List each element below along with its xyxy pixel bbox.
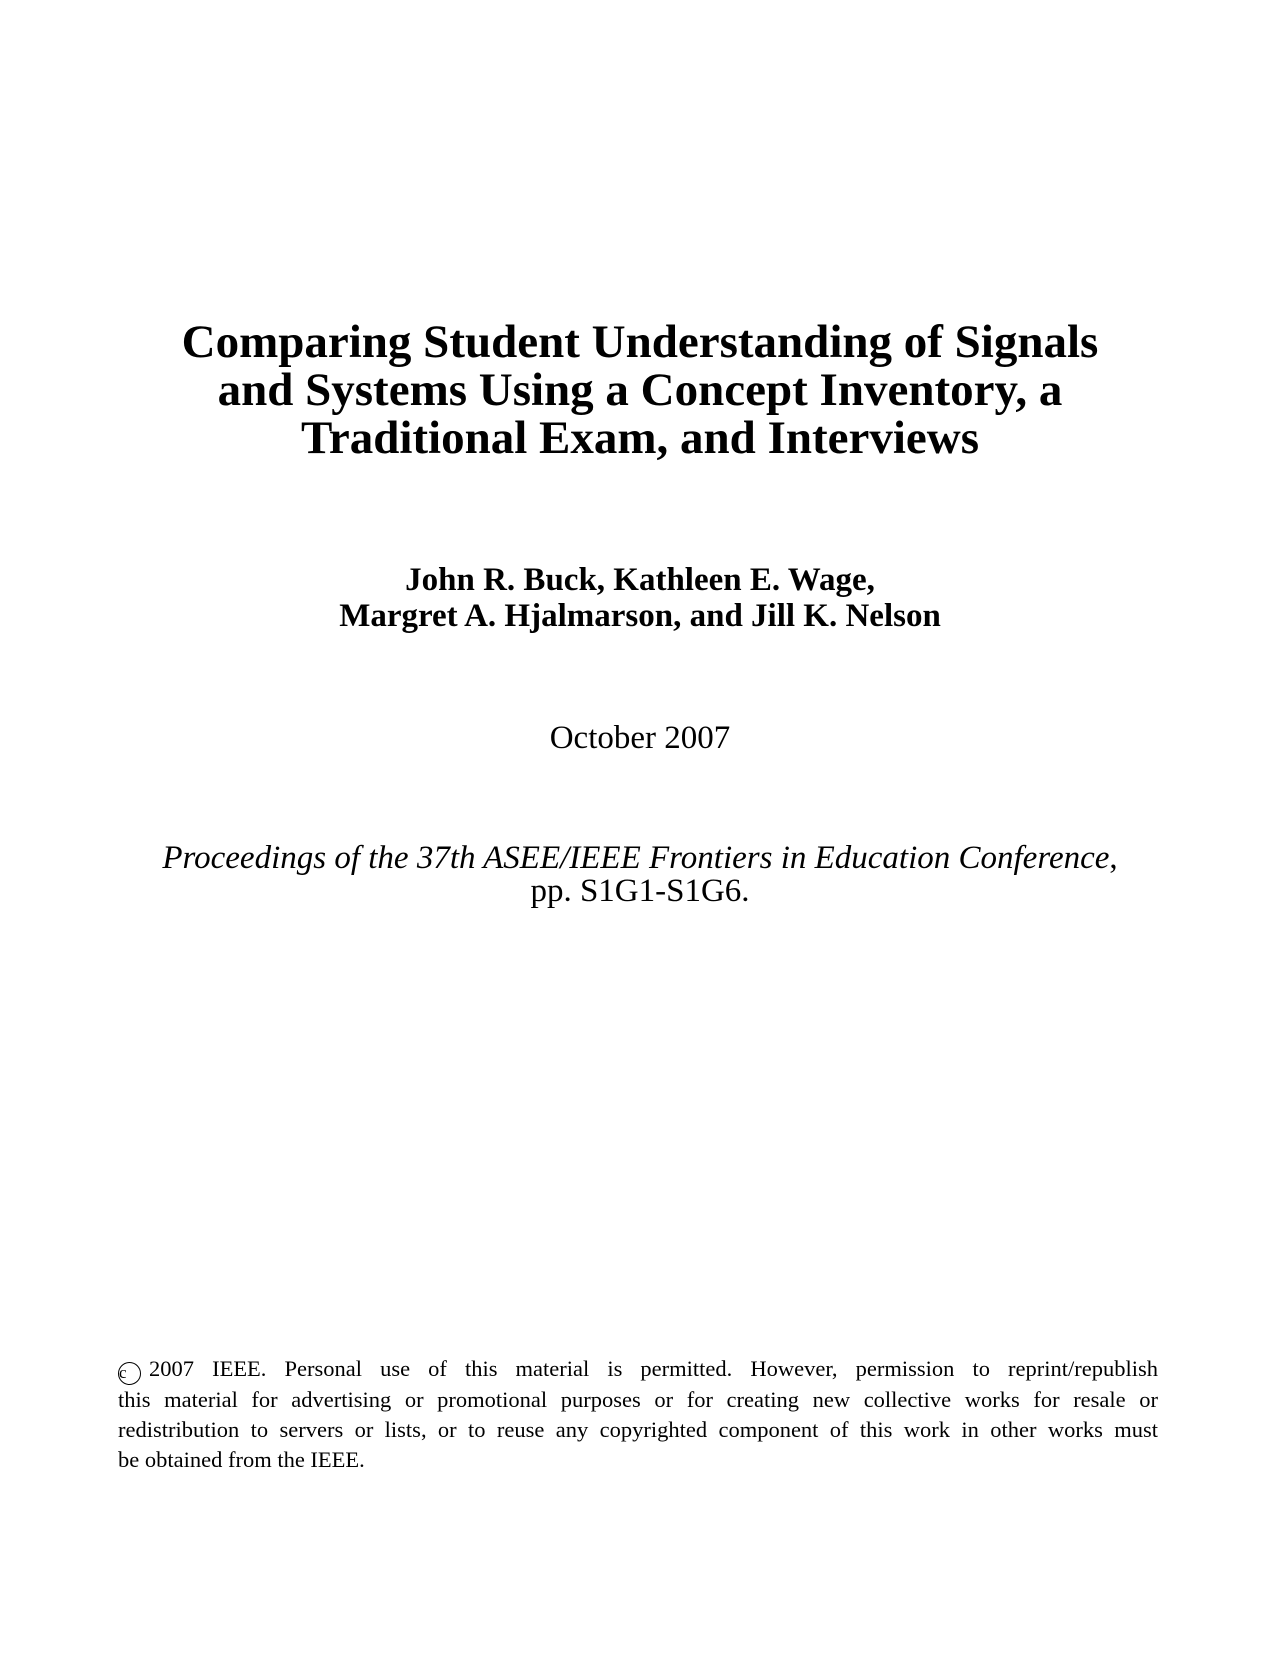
- paper-title: [0, 318, 1280, 462]
- citation-comma: ,: [1109, 840, 1118, 876]
- authors-line-1: John R. Buck, Kathleen E. Wage,: [405, 562, 875, 598]
- copyright-line-1: [118, 1354, 1158, 1385]
- citation-line-1: [0, 842, 1280, 875]
- copyright-line-2: this material for advertising or promotional purposes or for creating new collective works for resale or: [118, 1387, 1158, 1412]
- copyright-notice: [118, 1354, 1158, 1475]
- authors-line-2: Margret A. Hjalmarson, and Jill K. Nelson: [339, 598, 941, 634]
- copyright-line-1-text: 2007 IEEE. Personal use of this material is permitted. However, permission to reprint/republish: [149, 1356, 1158, 1381]
- title-line-1: Comparing Student Understanding of Signals: [181, 316, 1099, 368]
- title-line-2: and Systems Using a Concept Inventory, a: [217, 364, 1063, 416]
- copyright-icon: c: [118, 1362, 141, 1385]
- citation-pages: pp. S1G1-S1G6.: [530, 873, 750, 909]
- author-list: [0, 562, 1280, 634]
- citation-venue: Proceedings of the 37th ASEE/IEEE Frontiers in Education Conference: [162, 840, 1110, 876]
- copyright-line-4: be obtained from the IEEE.: [118, 1447, 365, 1472]
- copyright-line-3: redistribution to servers or lists, or to reuse any copyrighted component of this work in other works must: [118, 1417, 1158, 1442]
- title-line-3: Traditional Exam, and Interviews: [300, 412, 980, 464]
- publication-date: October 2007: [549, 720, 731, 756]
- citation: [0, 842, 1280, 908]
